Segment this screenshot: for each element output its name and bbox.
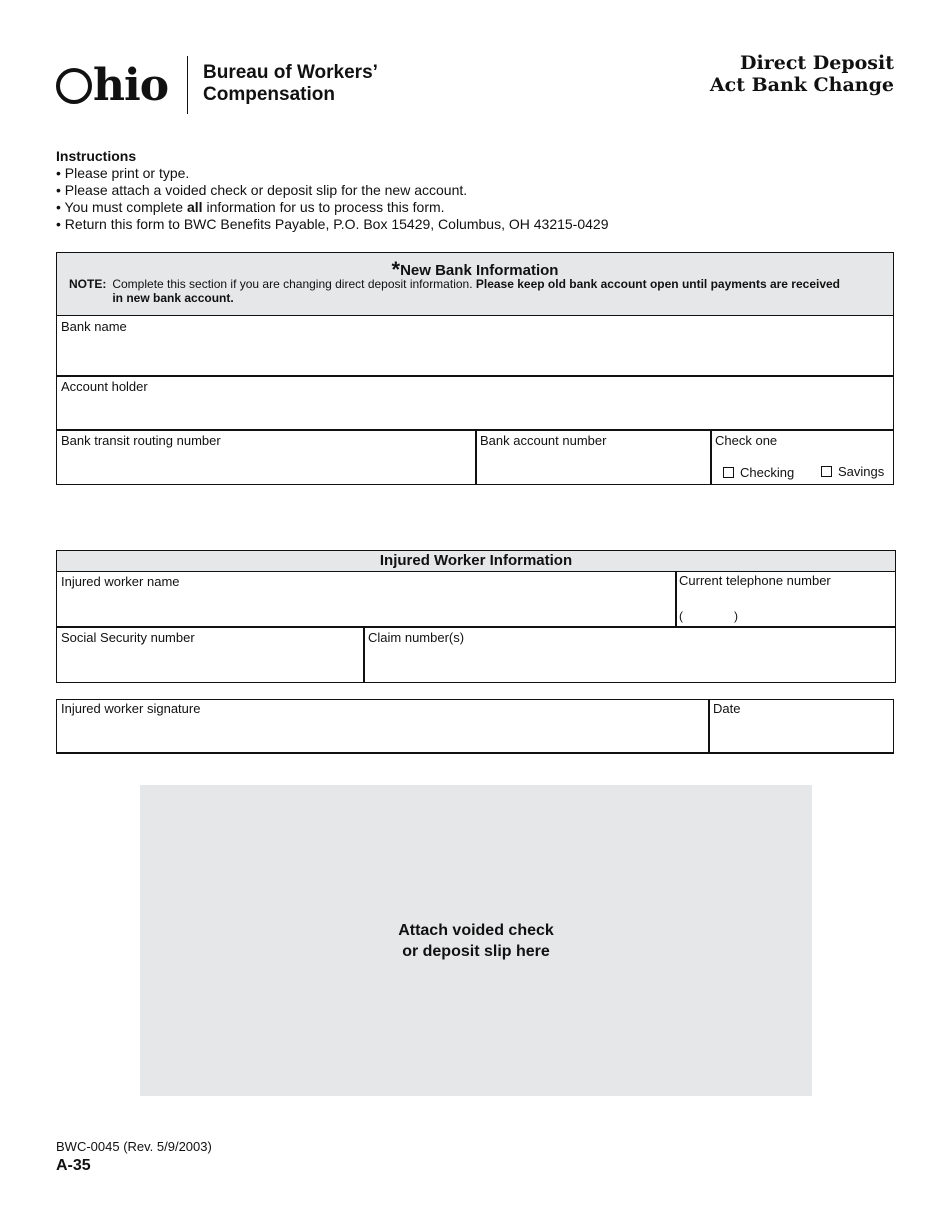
routing-number-label: Bank transit routing number [61, 433, 221, 448]
asterisk-icon: * [391, 257, 401, 282]
ohio-logo-circle-icon [56, 68, 92, 104]
instruction-item [56, 199, 609, 216]
bank-section-header [57, 253, 893, 316]
instruction-item: • Return this form to BWC Benefits Payable, P.O. Box 15429, Columbus, OH 43215-0429 [56, 216, 609, 233]
area-code-open-paren: ( [679, 609, 683, 623]
instruction-text: You must complete [64, 199, 187, 215]
instruction-emphasis: all [187, 199, 203, 215]
worker-name-field[interactable] [57, 572, 675, 626]
bank-section-title-text: New Bank Information [400, 262, 559, 279]
routing-number-field[interactable] [57, 431, 475, 484]
claim-number-field[interactable] [365, 628, 895, 682]
instructions-list [56, 165, 609, 233]
note-text [112, 277, 853, 305]
attach-line-2: or deposit slip here [402, 942, 550, 960]
logo-divider [187, 56, 188, 114]
organization-line-2: Compensation [203, 84, 335, 105]
attach-line-1: Attach voided check [398, 921, 554, 939]
checking-label: Checking [740, 465, 795, 480]
attach-instruction [398, 920, 554, 962]
signature-section [56, 699, 894, 754]
ssn-field[interactable] [57, 628, 363, 682]
note-emphasis: Please keep old bank account open until payments are received in new bank account. [112, 277, 841, 305]
claim-number-label: Claim number(s) [368, 630, 465, 645]
telephone-field[interactable] [677, 572, 895, 626]
bank-name-field[interactable] [57, 316, 893, 376]
telephone-label: Current telephone number [679, 573, 831, 588]
worker-name-label: Injured worker name [61, 574, 180, 589]
new-bank-information-section [56, 252, 894, 485]
note-body: Complete this section if you are changing direct deposit information. [112, 277, 476, 291]
area-code-close-paren: ) [734, 609, 738, 623]
instructions [56, 148, 609, 233]
ohio-logo [56, 56, 168, 116]
instructions-title: Instructions [56, 148, 137, 164]
check-one-label: Check one [715, 433, 778, 448]
organization-name [203, 62, 378, 106]
bank-name-label: Bank name [61, 319, 127, 334]
form-title-line-2: Act Bank Change [709, 74, 894, 96]
instruction-item: • Please attach a voided check or deposit slip for the new account. [56, 182, 609, 199]
injured-worker-information-section [56, 550, 896, 683]
ohio-logo-word: hio [93, 60, 169, 111]
form-title-line-1: Direct Deposit [740, 52, 894, 74]
account-number-label: Bank account number [480, 433, 607, 448]
account-holder-label: Account holder [61, 379, 148, 394]
instruction-item: • Please print or type. [56, 165, 609, 182]
instruction-text: information for us to process this form. [202, 199, 445, 215]
bank-note [69, 277, 853, 305]
savings-label: Savings [838, 464, 885, 479]
date-field[interactable] [710, 700, 893, 752]
signature-label: Injured worker signature [61, 701, 201, 716]
form-code: BWC-0045 (Rev. 5/9/2003) [56, 1139, 212, 1154]
ssn-label: Social Security number [61, 630, 195, 645]
account-number-field[interactable] [477, 431, 711, 484]
checkbox-icon[interactable] [821, 466, 832, 477]
note-label: NOTE: [69, 277, 107, 291]
savings-checkbox[interactable] [821, 464, 884, 479]
attach-check-area [140, 785, 812, 1096]
checkbox-icon[interactable] [723, 467, 734, 478]
checking-checkbox[interactable] [723, 465, 794, 480]
form-title [710, 52, 894, 96]
worker-section-title: Injured Worker Information [57, 551, 895, 572]
organization-line-1: Bureau of Workers’ [203, 62, 378, 83]
page-label: A-35 [56, 1157, 91, 1174]
account-type-field [712, 431, 893, 484]
account-holder-field[interactable] [57, 377, 893, 430]
signature-field[interactable] [57, 700, 708, 752]
date-label: Date [713, 701, 741, 716]
